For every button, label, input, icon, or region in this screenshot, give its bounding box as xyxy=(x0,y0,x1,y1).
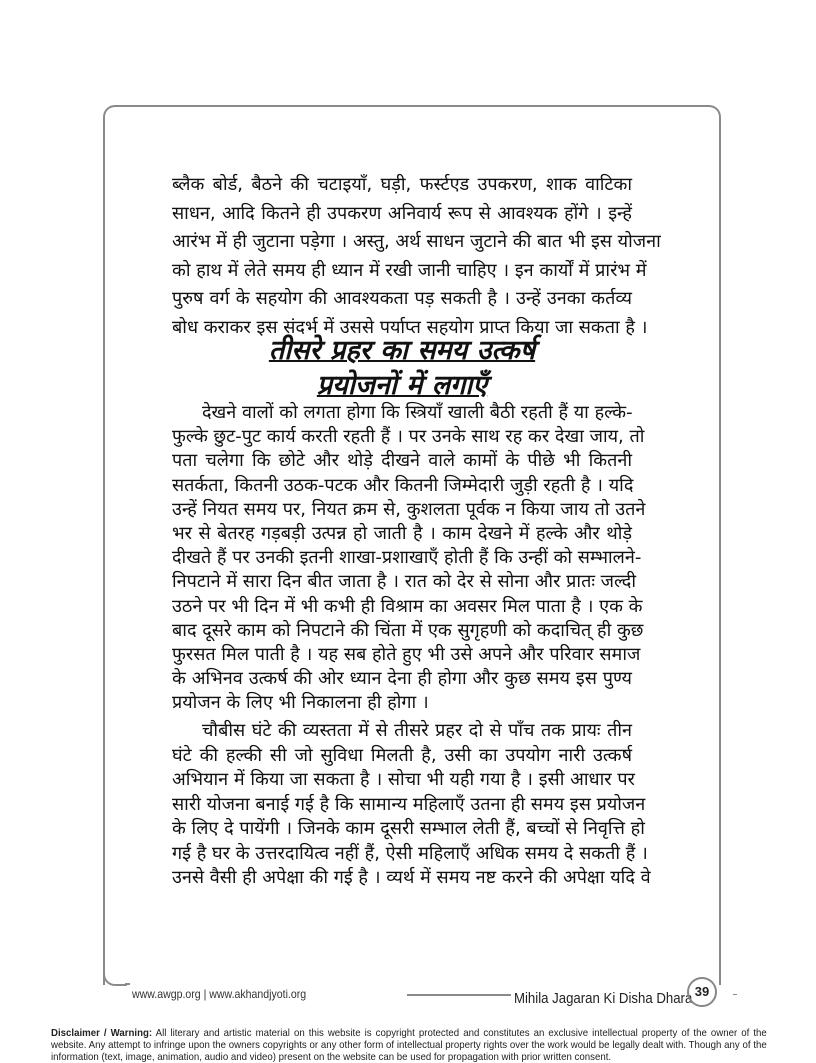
text-line: घंटे की हल्की सी जो सुविधा मिलती है, उसी का उपयोग नारी उत्कर्ष xyxy=(172,744,632,766)
page-frame-corner xyxy=(103,960,127,986)
footer-rule xyxy=(125,983,130,985)
text-line: बोध कराकर इस संदर्भ में उससे पर्याप्त सहयोग प्राप्त किया जा सकता है । xyxy=(172,316,648,338)
text-line: बाद दूसरे काम को निपटाने की चिंता में एक सुगृहणी को कदाचित् ही कुछ xyxy=(172,619,644,641)
disclaimer xyxy=(51,1027,767,1063)
section-heading-line-1: तीसरे प्रहर का समय उत्कर्ष xyxy=(268,335,536,366)
text-line: प्रयोजन के लिए भी निकालना ही होगा । xyxy=(172,692,429,714)
text-line: पता चलेगा कि छोटे और थोड़े दीखने वाले कामों के पीछे भी कितनी xyxy=(172,450,632,472)
text-line: फुरसत मिल पाती है । यह सब होते हुए भी उसे अपने और परिवार समाज xyxy=(172,644,641,665)
text-line: ब्लैक बोर्ड, बैठने की चटाइयाँ, घड़ी, फर्स्टएड उपकरण, शाक वाटिका xyxy=(172,174,632,195)
disclaimer-label: Disclaimer / Warning: xyxy=(51,1027,153,1039)
text-line: अभियान में किया जा सकता है । सोचा भी यही गया है । इसी आधार पर xyxy=(172,769,635,790)
text-line: उनसे वैसी ही अपेक्षा की गई है । व्यर्थ में समय नष्ट करने की अपेक्षा यदि वे xyxy=(172,867,651,888)
text-line: उन्हें नियत समय पर, नियत क्रम से, कुशलता पूर्वक न किया जाय तो उतने xyxy=(172,498,646,520)
section-heading-line-2: प्रयोजनों में लगाएँ xyxy=(316,370,488,401)
text-line: को हाथ में लेते समय ही ध्यान में रखी जानी चाहिए । इन कार्यों में प्रारंभ में xyxy=(172,259,647,281)
footer-urls[interactable]: www.awgp.org | www.akhandjyoti.org xyxy=(132,987,307,1001)
text-line: के लिए दे पायेंगी । जिनके काम दूसरी सम्भाल लेती हैं, बच्चों से निवृत्ति हो xyxy=(172,818,645,839)
text-line: उठने पर भी दिन में भी कभी ही विश्राम का अवसर मिल पाता है । एक के xyxy=(172,595,643,617)
text-line: गई है घर के उत्तरदायित्व नहीं हैं, ऐसी महिलाएँ अधिक समय दे सकती हैं । xyxy=(172,842,648,864)
text-line: सारी योजना बनाई गई है कि सामान्य महिलाएँ उतना ही समय इस प्रयोजन xyxy=(172,793,646,815)
text-line: निपटाने में सारा दिन बीत जाता है । रात को देर से सोना और प्रातः जल्दी xyxy=(172,571,637,593)
footer-book-title: Mihila Jagaran Ki Disha Dhara xyxy=(514,990,693,1007)
page-number: 39 xyxy=(687,977,717,1007)
text-line: भर से बेतरह गड़बड़ी उत्पन्न हो जाती है । काम देखने में हल्के और थोड़े xyxy=(172,523,632,544)
text-line: साधन, आदि कितने ही उपकरण अनिवार्य रूप से आवश्यक होंगे । इन्हें xyxy=(172,202,632,224)
text-line: फुल्के छुट-पुट कार्य करती रहती हैं । पर उनके साथ रह कर देखा जाय, तो xyxy=(172,426,645,448)
text-line: चौबीस घंटे की व्यस्तता में से तीसरे प्रहर दो से पाँच तक प्रायः तीन xyxy=(202,720,632,741)
text-line: देखने वालों को लगता होगा कि स्त्रियाँ खाली बैठी रहती हैं या हल्के- xyxy=(202,402,633,423)
text-line: के अभिनव उत्कर्ष की ओर ध्यान देना ही होगा और कुछ समय इस पुण्य xyxy=(172,668,632,690)
text-line: आरंभ में ही जुटाना पड़ेगा । अस्तु, अर्थ साधन जुटाने की बात भी इस योजना xyxy=(172,231,661,252)
text-line: दीखते हैं पर उनकी इतनी शाखा-प्रशाखाएँ होती हैं कि उन्हीं को सम्भालने- xyxy=(172,547,642,569)
text-line: पुरुष वर्ग के सहयोग की आवश्यकता पड़ सकती है । उन्हें उनका कर्तव्य xyxy=(172,288,632,309)
text-line: सतर्कता, कितनी उठक-पटक और कितनी जिम्मेदारी जुड़ी रहती है । यदि xyxy=(172,474,634,496)
divider xyxy=(733,994,737,995)
disclaimer-text: All literary and artistic material on this website is copyright protected and constitutes an exclusive intellectual property of the owner of the website. Any attempt to infringe upon the owners copyrights or any other form of intellectual property rights over the work would be legally dealt with. Though any of the information (text, image, animation, audio and video) present on the website can be used for propagation with prior written consent. xyxy=(51,1027,767,1063)
footer-rule xyxy=(407,994,511,996)
